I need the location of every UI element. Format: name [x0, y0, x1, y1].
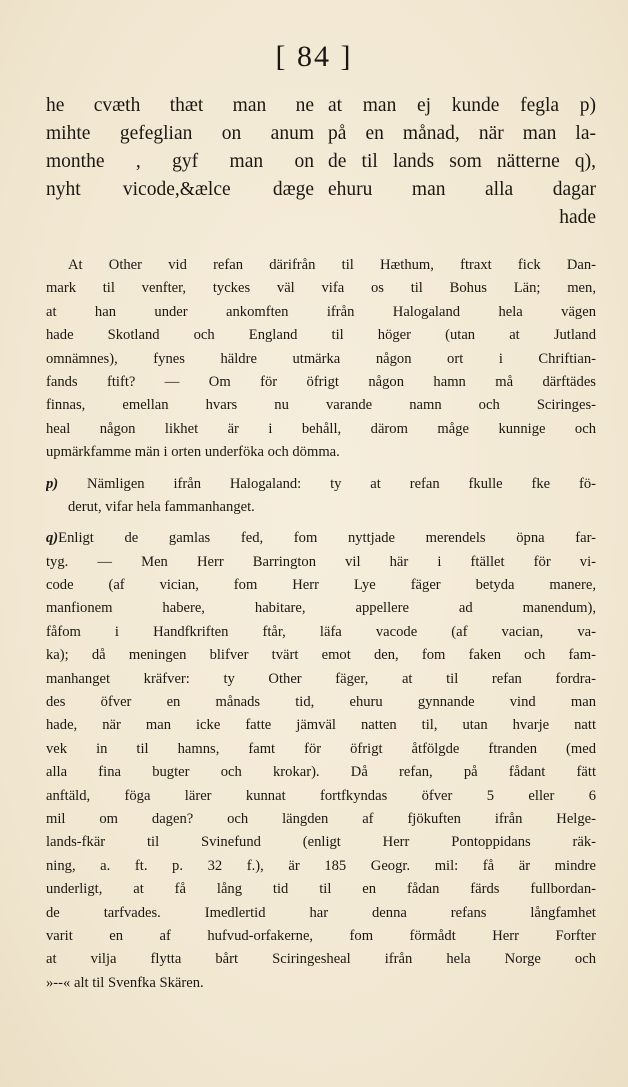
- note-text: Nämligen ifrån Halogaland: ty at refan fkulle fke fö-: [87, 475, 596, 492]
- swedish-line: ehuru man alla dagar: [328, 179, 596, 200]
- old-english-line: monthe , gyf man on: [46, 151, 314, 172]
- intro-note: [46, 254, 596, 465]
- note-line: manhanget kräfver: ty Other fäger, at til refan fordra-: [46, 670, 596, 687]
- note-line: fåfom i Handfkriften ftår, läfa vacode (af vacian, va-: [46, 623, 596, 640]
- footnote-p: [46, 473, 596, 520]
- swedish-line: hade: [559, 207, 596, 228]
- old-english-line: he cvæth thæt man ne: [46, 95, 314, 116]
- note-line: anftäld, föga lärer kunnat fortfkyndas öfver 5 eller 6: [46, 787, 596, 804]
- note-line: underligt, at få lång tid til en fådan färds fullbordan-: [46, 881, 596, 898]
- note-text: Enligt de gamlas fed, fom nyttjade merendels öpna far-: [58, 530, 596, 547]
- note-line: ka); då meningen blifver tvärt emot den, fom faken och fam-: [46, 647, 596, 664]
- note-line: »--« alt til Svenfka Skären.: [46, 974, 204, 991]
- note-line: derut, vifar hela fammanhanget.: [68, 498, 255, 515]
- note-line: omnämnes), fynes häldre utmärka någon ort i Chriftian-: [46, 350, 596, 367]
- note-line: heal någon likhet är i behåll, därom måge kunnige och: [46, 420, 596, 437]
- note-line: mil om dagen? och längden af fjökuften ifrån Helge-: [46, 810, 596, 827]
- swedish-line: at man ej kunde fegla p): [328, 95, 596, 116]
- note-line: [46, 473, 596, 496]
- old-english-column: [46, 92, 314, 232]
- note-line: upmärkfamme män i orten underföka och dömma.: [46, 444, 340, 461]
- note-line: At Other vid refan därifrån til Hæthum, ftraxt fick Dan-: [68, 257, 596, 273]
- swedish-line: på en månad, när man la-: [328, 123, 596, 144]
- swedish-translation-column: [328, 92, 596, 232]
- note-line: at han under ankomften ifrån Halogaland hela vägen: [46, 303, 596, 320]
- commentary-notes: [46, 254, 596, 1003]
- note-line: at vilja flytta bårt Sciringesheal ifrån hela Norge och: [46, 951, 596, 968]
- parallel-text-columns: [46, 92, 596, 232]
- note-line: fands ftift? — Om för öfrigt någon hamn må därftädes: [46, 373, 596, 390]
- old-english-line: nyht vicode,&ælce dæge: [46, 179, 314, 200]
- note-line: hade Skotland och England til höger (utan at Jutland: [46, 327, 596, 344]
- note-line: varit en af hufvud-orfakerne, fom förmådt Herr Forfter: [46, 927, 596, 944]
- note-line: [46, 527, 596, 550]
- note-line: de tarfvades. Imedlertid har denna refans långfamhet: [46, 904, 596, 921]
- note-line: tyg. — Men Herr Barrington vil här i ftället för vi-: [46, 553, 596, 570]
- footnote-q: [46, 527, 596, 995]
- note-line: manfionem habere, habitare, appellere ad manendum),: [46, 600, 596, 617]
- note-line: lands-fkär til Svinefund (enligt Herr Pontoppidans räk-: [46, 834, 596, 851]
- note-line: ning, a. ft. p. 32 f.), är 185 Geogr. mil: få är mindre: [46, 857, 596, 874]
- swedish-line: de til lands som nätterne q),: [328, 151, 596, 172]
- note-line: finnas, emellan hvars nu varande namn och Sciringes-: [46, 397, 596, 414]
- old-english-line: mihte gefeglian on anum: [46, 123, 314, 144]
- note-line: hade, när man icke fatte jämväl natten til, utan hvarje natt: [46, 717, 596, 734]
- note-line: alla fina bugter och krokar). Då refan, på fådant fätt: [46, 764, 596, 781]
- note-line: mark til venfter, tyckes väl vifa os til Bohus Län; men,: [46, 280, 596, 297]
- footnote-marker: q): [46, 530, 59, 547]
- note-line: des öfver en månads tid, ehuru gynnande vind man: [46, 694, 596, 711]
- footnote-marker: p): [46, 475, 59, 492]
- note-line: code (af vician, fom Herr Lye fäger betyda manere,: [46, 577, 596, 594]
- page-number: [ 84 ]: [275, 40, 353, 73]
- note-line: vek in til hamns, famt för öfrigt åtfölgde ftranden (med: [46, 740, 596, 757]
